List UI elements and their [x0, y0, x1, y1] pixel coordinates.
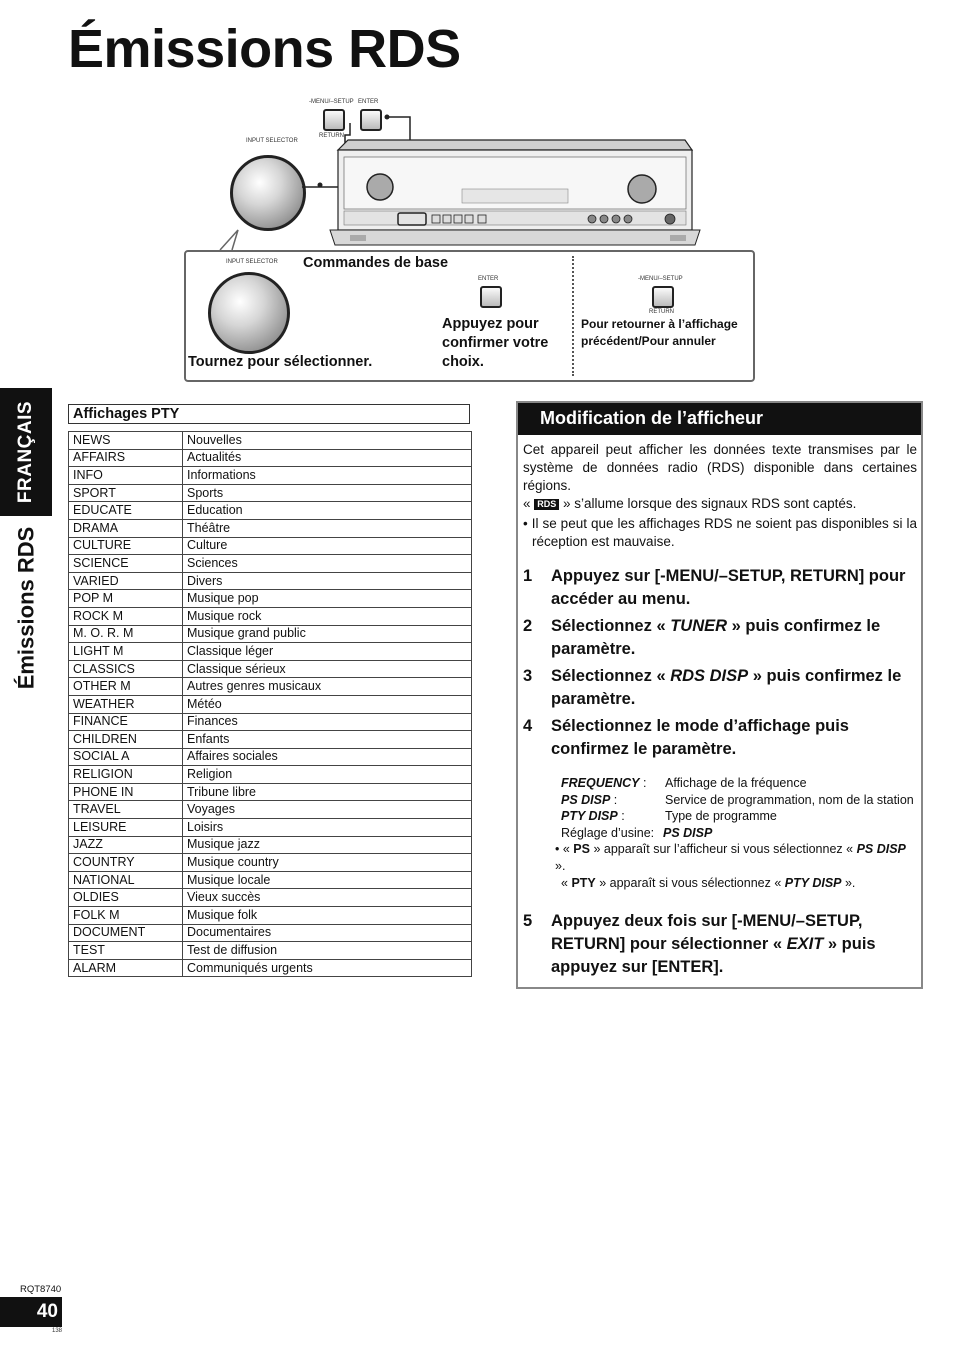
step-4-text: Sélectionnez le mode d’affichage puis confirmez le paramètre. [551, 717, 849, 758]
pty-code-cell: NEWS [69, 432, 183, 450]
pty-meaning-cell: Musique pop [183, 590, 472, 608]
pty-meaning-cell: Musique grand public [183, 625, 472, 643]
pty-meaning-cell: Religion [183, 766, 472, 784]
table-row [69, 783, 472, 801]
callout-input-selector-knob [208, 272, 290, 354]
pty-meaning-cell: Classique léger [183, 643, 472, 661]
pty-code-cell: DOCUMENT [69, 924, 183, 942]
section-tab [0, 520, 52, 696]
pty-code-cell: PHONE IN [69, 783, 183, 801]
table-row [69, 942, 472, 960]
pty-code-cell: ROCK M [69, 607, 183, 625]
pty-code-cell: OTHER M [69, 678, 183, 696]
table-row [69, 836, 472, 854]
section-label: Émissions RDS [13, 526, 39, 690]
table-row [69, 537, 472, 555]
pty-meaning-cell: Classique sérieux [183, 660, 472, 678]
pty-meaning-cell: Musique locale [183, 871, 472, 889]
step-5-text: Appuyez deux fois sur [-MENU/–SETUP, RETURN] pour sélectionner « EXIT » puis appuyez sur [ENTER]. [551, 912, 876, 977]
table-row [69, 572, 472, 590]
table-row [69, 678, 472, 696]
table-row [69, 432, 472, 450]
step-4: 4 Sélectionnez le mode d’affichage puis confirmez le paramètre. [523, 715, 917, 761]
pty-code-cell: RELIGION [69, 766, 183, 784]
table-row [69, 502, 472, 520]
table-row [69, 889, 472, 907]
pty-meaning-cell: Communiqués urgents [183, 959, 472, 977]
pty-meaning-cell: Test de diffusion [183, 942, 472, 960]
callout-menu-label: -MENU/–SETUP [638, 276, 683, 282]
reception-note: • Il se peut que les affichages RDS ne soient pas disponibles si la réception est mauvaise. [523, 516, 917, 549]
return-instruction: Pour retourner à l’affichage précédent/Pour annuler [581, 317, 738, 348]
pty-code-cell: DRAMA [69, 519, 183, 537]
pty-table-header: Affichages PTY [68, 404, 470, 424]
display-mode-options [561, 775, 917, 841]
pty-meaning-cell: Musique country [183, 854, 472, 872]
pty-meaning-cell: Divers [183, 572, 472, 590]
display-notes [555, 841, 917, 892]
pty-code-cell: NATIONAL [69, 871, 183, 889]
callout-divider [572, 256, 574, 376]
step-5: 5 Appuyez deux fois sur [-MENU/–SETUP, RETURN] pour sélectionner « EXIT » puis appuyez sur [ENTER]. [523, 910, 917, 979]
table-row [69, 555, 472, 573]
table-row [69, 519, 472, 537]
table-row [69, 695, 472, 713]
rds-badge-icon: RDS [534, 499, 559, 510]
callout-enter-button [480, 286, 502, 308]
table-row [69, 959, 472, 977]
table-row [69, 819, 472, 837]
pty-code-cell: CLASSICS [69, 660, 183, 678]
pty-code-cell: OLDIES [69, 889, 183, 907]
page-title: Émissions RDS [68, 19, 461, 79]
pty-code-cell: AFFAIRS [69, 449, 183, 467]
pty-code-cell: LEISURE [69, 819, 183, 837]
rds-indicator-note: « RDS » s’allume lorsque des signaux RDS sont captés. [523, 496, 857, 511]
table-row [69, 467, 472, 485]
enter-instruction: Appuyez pour confirmer votre choix. [442, 316, 549, 370]
callout-input-selector-label: INPUT SELECTOR [226, 259, 278, 265]
enter-label: ENTER [358, 99, 379, 105]
pty-meaning-cell: Tribune libre [183, 783, 472, 801]
pty-code-cell: ALARM [69, 959, 183, 977]
language-tab [0, 388, 52, 516]
table-row [69, 643, 472, 661]
step-3: 3 Sélectionnez « RDS DISP » puis confirmez le paramètre. [523, 665, 917, 711]
intro-text: Cet appareil peut afficher les données texte transmises par le système de données radio (RDS) disponible dans certaines régions. [523, 442, 917, 493]
steps-list [523, 565, 917, 761]
display-modification-panel [516, 401, 923, 989]
pty-code-cell: SOCIAL A [69, 748, 183, 766]
rotate-instruction: Tournez pour sélectionner. [188, 354, 373, 370]
pty-code-cell: FINANCE [69, 713, 183, 731]
basic-controls-callout [184, 250, 755, 382]
ps-note: • « PS » apparaît sur l’afficheur si vous sélectionnez « PS DISP ». [555, 842, 906, 874]
pty-meaning-cell: Informations [183, 467, 472, 485]
step-3-text: Sélectionnez « RDS DISP » puis confirmez le paramètre. [551, 667, 902, 708]
pty-code-cell: VARIED [69, 572, 183, 590]
receiver-drawing [180, 95, 760, 255]
pty-meaning-cell: Loisirs [183, 819, 472, 837]
pty-meaning-cell: Finances [183, 713, 472, 731]
display-option: FREQUENCY : Affichage de la fréquence [561, 776, 807, 790]
step-2: 2 Sélectionnez « TUNER » puis confirmez le paramètre. [523, 615, 917, 661]
table-row [69, 907, 472, 925]
page-number: 40 [0, 1297, 62, 1327]
callout-menu-button [652, 286, 674, 308]
pty-code-cell: TEST [69, 942, 183, 960]
return-label: RETURN [319, 133, 344, 139]
table-row [69, 854, 472, 872]
pty-meaning-cell: Météo [183, 695, 472, 713]
pty-meaning-cell: Culture [183, 537, 472, 555]
table-row [69, 660, 472, 678]
pty-code-cell: POP M [69, 590, 183, 608]
table-row [69, 625, 472, 643]
pty-meaning-cell: Théâtre [183, 519, 472, 537]
model-number: RQT8740 [20, 1284, 62, 1295]
pty-meaning-cell: Sports [183, 484, 472, 502]
pty-code-cell: TRAVEL [69, 801, 183, 819]
pty-code-cell: LIGHT M [69, 643, 183, 661]
step-1: 1 Appuyez sur [-MENU/–SETUP, RETURN] pour accéder au menu. [523, 565, 917, 611]
pty-code-cell: INFO [69, 467, 183, 485]
table-row [69, 484, 472, 502]
pty-code-cell: WEATHER [69, 695, 183, 713]
pty-note: « PTY » apparaît si vous sélectionnez « PTY DISP ». [561, 876, 856, 891]
callout-enter-label: ENTER [478, 276, 499, 282]
language-label: FRANÇAIS [15, 400, 37, 504]
pty-code-cell: SCIENCE [69, 555, 183, 573]
table-row [69, 766, 472, 784]
pty-code-cell: EDUCATE [69, 502, 183, 520]
pty-meaning-cell: Musique rock [183, 607, 472, 625]
step-2-text: Sélectionnez « TUNER » puis confirmez le paramètre. [551, 617, 881, 658]
pty-table [68, 431, 472, 977]
table-row [69, 748, 472, 766]
input-selector-label: INPUT SELECTOR [246, 138, 298, 144]
pty-meaning-cell: Affaires sociales [183, 748, 472, 766]
display-option: PTY DISP : Type de programme [561, 809, 777, 824]
pty-meaning-cell: Musique folk [183, 907, 472, 925]
table-row [69, 924, 472, 942]
table-row [69, 713, 472, 731]
pty-meaning-cell: Sciences [183, 555, 472, 573]
panel-intro [523, 441, 917, 551]
table-row [69, 731, 472, 749]
callout-return-label: RETURN [649, 309, 674, 315]
table-row [69, 801, 472, 819]
pty-meaning-cell: Education [183, 502, 472, 520]
pty-code-cell: CHILDREN [69, 731, 183, 749]
table-row [69, 607, 472, 625]
pty-meaning-cell: Autres genres musicaux [183, 678, 472, 696]
pty-meaning-cell: Actualités [183, 449, 472, 467]
pty-meaning-cell: Voyages [183, 801, 472, 819]
pty-meaning-cell: Nouvelles [183, 432, 472, 450]
pty-meaning-cell: Documentaires [183, 924, 472, 942]
display-option: PS DISP : Service de programmation, nom de la station [561, 792, 914, 807]
pty-code-cell: SPORT [69, 484, 183, 502]
pty-meaning-cell: Vieux succès [183, 889, 472, 907]
table-row [69, 871, 472, 889]
menu-setup-label: -MENU/–SETUP [309, 99, 354, 105]
controls-heading: Commandes de base [303, 255, 449, 271]
pty-code-cell: CULTURE [69, 537, 183, 555]
table-row [69, 590, 472, 608]
factory-setting: Réglage d’usine: PS DISP [561, 825, 713, 840]
pty-code-cell: FOLK M [69, 907, 183, 925]
panel-heading: Modification de l’afficheur [518, 403, 921, 435]
pty-code-cell: JAZZ [69, 836, 183, 854]
receiver-illustration [180, 95, 760, 255]
pty-meaning-cell: Musique jazz [183, 836, 472, 854]
page-code: 138 [52, 1328, 63, 1334]
pty-meaning-cell: Enfants [183, 731, 472, 749]
table-row [69, 449, 472, 467]
step-1-text: Appuyez sur [-MENU/–SETUP, RETURN] pour accéder au menu. [551, 567, 906, 608]
pty-code-cell: COUNTRY [69, 854, 183, 872]
pty-code-cell: M. O. R. M [69, 625, 183, 643]
